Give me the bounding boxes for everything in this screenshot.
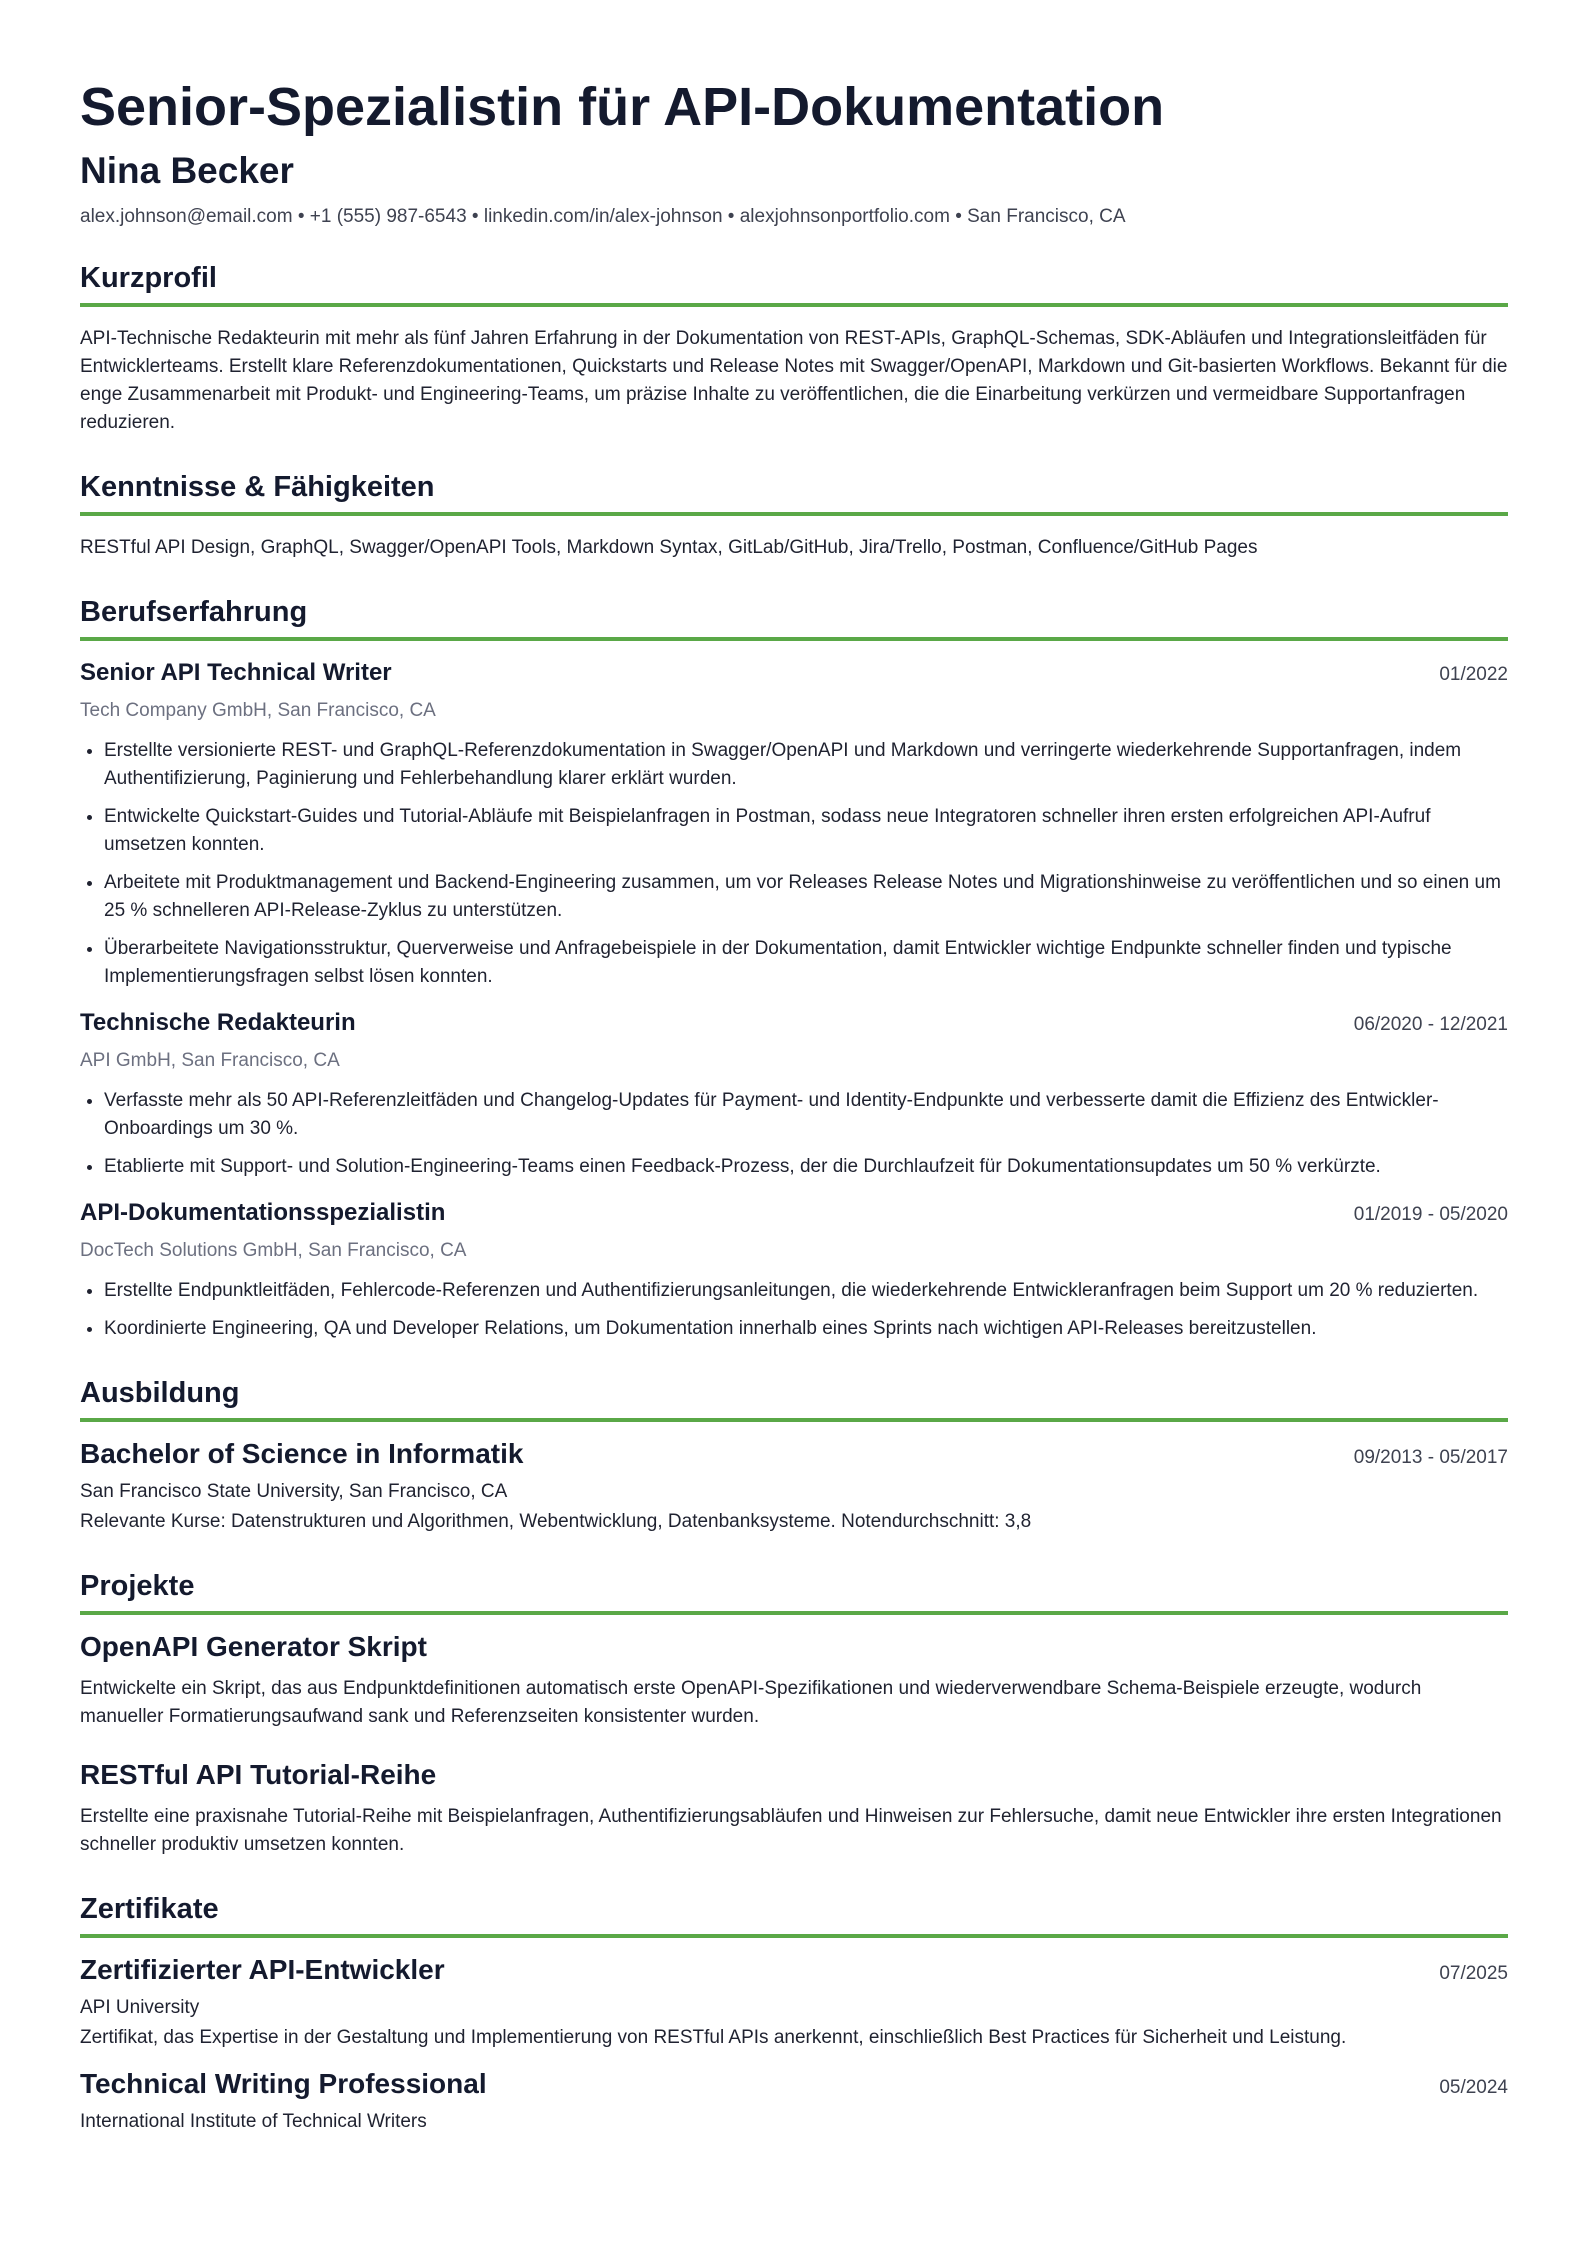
certificate-entry	[80, 1956, 1508, 2052]
project-entry	[80, 1633, 1508, 1731]
job-bullets	[80, 1277, 1508, 1343]
experience-section	[80, 596, 1508, 1343]
education-date: 09/2013 - 05/2017	[1353, 1447, 1508, 1469]
job-bullet: • Überarbeitete Navigationsstruktur, Querverweise und Anfragebeispiele in der Dokumentation, damit Entwickler wichtige Endpunkte schneller finden und typische Implementierungsfragen selbst lösen konnten.	[104, 935, 1508, 991]
degree-title: Bachelor of Science in Informatik	[80, 1438, 524, 1470]
section-heading: Zertifikate	[80, 1893, 1508, 1938]
job-company: API GmbH, San Francisco, CA	[80, 1050, 340, 1072]
projects-list	[80, 1633, 1508, 1859]
projects-section	[80, 1570, 1508, 1859]
summary-section	[80, 262, 1508, 437]
resume-title: Senior-Spezialistin für API-Dokumentation	[80, 77, 1165, 137]
section-heading: Berufserfahrung	[80, 596, 1508, 641]
project-title: OpenAPI Generator Skript	[80, 1631, 427, 1663]
job-title: Technische Redakteurin	[80, 1009, 356, 1037]
contact-line: alex.johnson@email.com • +1 (555) 987-6543 • linkedin.com/in/alex-johnson • alexjohnsonportfolio.com • San Francisco, CA	[80, 206, 1126, 228]
job-bullet: • Entwickelte Quickstart-Guides und Tutorial-Abläufe mit Beispielanfragen in Postman, sodass neue Integratoren schneller ihren ersten erfolgreichen API-Aufruf umsetzen konnten.	[104, 803, 1508, 859]
project-entry	[80, 1761, 1508, 1859]
job-bullet: • Erstellte Endpunktleitfäden, Fehlercode-Referenzen und Authentifizierungsanleitungen, die wiederkehrende Entwickleranfragen beim Support um 20 % reduzierten.	[104, 1277, 1508, 1305]
job-entry	[80, 1009, 1508, 1181]
certificate-title: Zertifizierter API-Entwickler	[80, 1954, 445, 1986]
education-details: Relevante Kurse: Datenstrukturen und Algorithmen, Webentwicklung, Datenbanksysteme. Notendurchschnitt: 3,8	[80, 1511, 1032, 1533]
skills-section	[80, 471, 1508, 562]
certificates-section	[80, 1893, 1508, 2136]
job-bullet: • Erstellte versionierte REST- und GraphQL-Referenzdokumentation in Swagger/OpenAPI und Markdown und verringerte wiederkehrende Supportanfragen, indem Authentifizierung, Paginierung und Fehlerbehandlung klarer erklärt wurden.	[104, 737, 1508, 793]
job-entry	[80, 1199, 1508, 1343]
project-title: RESTful API Tutorial-Reihe	[80, 1759, 437, 1791]
job-bullet: • Etablierte mit Support- und Solution-Engineering-Teams einen Feedback-Prozess, der die Durchlaufzeit für Dokumentationsupdates um 50 % verkürzte.	[104, 1153, 1508, 1181]
job-bullets	[80, 1087, 1508, 1181]
job-entry	[80, 659, 1508, 991]
job-company: Tech Company GmbH, San Francisco, CA	[80, 700, 436, 722]
certificate-issuer: API University	[80, 1997, 200, 2019]
summary-text: API-Technische Redakteurin mit mehr als fünf Jahren Erfahrung in der Dokumentation von REST-APIs, GraphQL-Schemas, SDK-Abläufen und Integrationsleitfäden für Entwicklerteams. Erstellt klare Referenzdokumentationen, Quickstarts und Release Notes mit Swagger/OpenAPI, Markdown und Git-basierten Workflows. Bekannt für die enge Zusammenarbeit mit Produkt- und Engineering-Teams, um präzise Inhalte zu veröffentlichen, die die Einarbeitung verkürzen und vermeidbare Supportanfragen reduzieren.	[80, 328, 1508, 434]
job-bullets	[80, 737, 1508, 991]
certificate-date: 07/2025	[1439, 1963, 1508, 1985]
candidate-name: Nina Becker	[80, 150, 294, 192]
school-name: San Francisco State University, San Francisco, CA	[80, 1481, 508, 1503]
certificate-description: Zertifikat, das Expertise in der Gestaltung und Implementierung von RESTful APIs anerkennt, einschließlich Best Practices für Sicherheit und Leistung.	[80, 2027, 1347, 2049]
project-description: Erstellte eine praxisnahe Tutorial-Reihe mit Beispielanfragen, Authentifizierungsabläufen und Hinweisen zur Fehlersuche, damit neue Entwickler ihre ersten Integrationen schneller produktiv umsetzen konnten.	[80, 1806, 1502, 1856]
project-description: Entwickelte ein Skript, das aus Endpunktdefinitionen automatisch erste OpenAPI-Spezifikationen und wiederverwendbare Schema-Beispiele erzeugte, wodurch manueller Formatierungsaufwand sank und Referenzseiten konsistenter wurden.	[80, 1678, 1422, 1728]
education-section	[80, 1377, 1508, 1536]
job-bullet: • Arbeitete mit Produktmanagement und Backend-Engineering zusammen, um vor Releases Release Notes und Migrationshinweise zu veröffentlichen und so einen um 25 % schnelleren API-Release-Zyklus zu unterstützen.	[104, 869, 1508, 925]
section-heading: Ausbildung	[80, 1377, 1508, 1422]
education-entry	[80, 1440, 1508, 1536]
certificate-entry	[80, 2070, 1508, 2136]
job-title: API-Dokumentationsspezialistin	[80, 1199, 446, 1227]
section-heading: Kenntnisse & Fähigkeiten	[80, 471, 1508, 516]
certificates-list	[80, 1956, 1508, 2136]
certificate-date: 05/2024	[1439, 2077, 1508, 2099]
certificate-issuer: International Institute of Technical Writers	[80, 2111, 427, 2133]
job-bullet: • Koordinierte Engineering, QA und Developer Relations, um Dokumentation innerhalb eines Sprints nach wichtigen API-Releases bereitzustellen.	[104, 1315, 1508, 1343]
job-date: 01/2019 - 05/2020	[1353, 1204, 1508, 1226]
skills-text: RESTful API Design, GraphQL, Swagger/OpenAPI Tools, Markdown Syntax, GitLab/GitHub, Jira/Trello, Postman, Confluence/GitHub Pages	[80, 537, 1258, 559]
section-heading: Projekte	[80, 1570, 1508, 1615]
job-company: DocTech Solutions GmbH, San Francisco, CA	[80, 1240, 467, 1262]
job-title: Senior API Technical Writer	[80, 659, 392, 687]
section-heading: Kurzprofil	[80, 262, 1508, 307]
job-date: 06/2020 - 12/2021	[1353, 1014, 1508, 1036]
certificate-title: Technical Writing Professional	[80, 2068, 487, 2100]
job-bullet: • Verfasste mehr als 50 API-Referenzleitfäden und Changelog-Updates für Payment- und Identity-Endpunkte und verbesserte damit die Effizienz des Entwickler-Onboardings um 30 %.	[104, 1087, 1508, 1143]
job-date: 01/2022	[1439, 664, 1508, 686]
experience-list	[80, 659, 1508, 1343]
